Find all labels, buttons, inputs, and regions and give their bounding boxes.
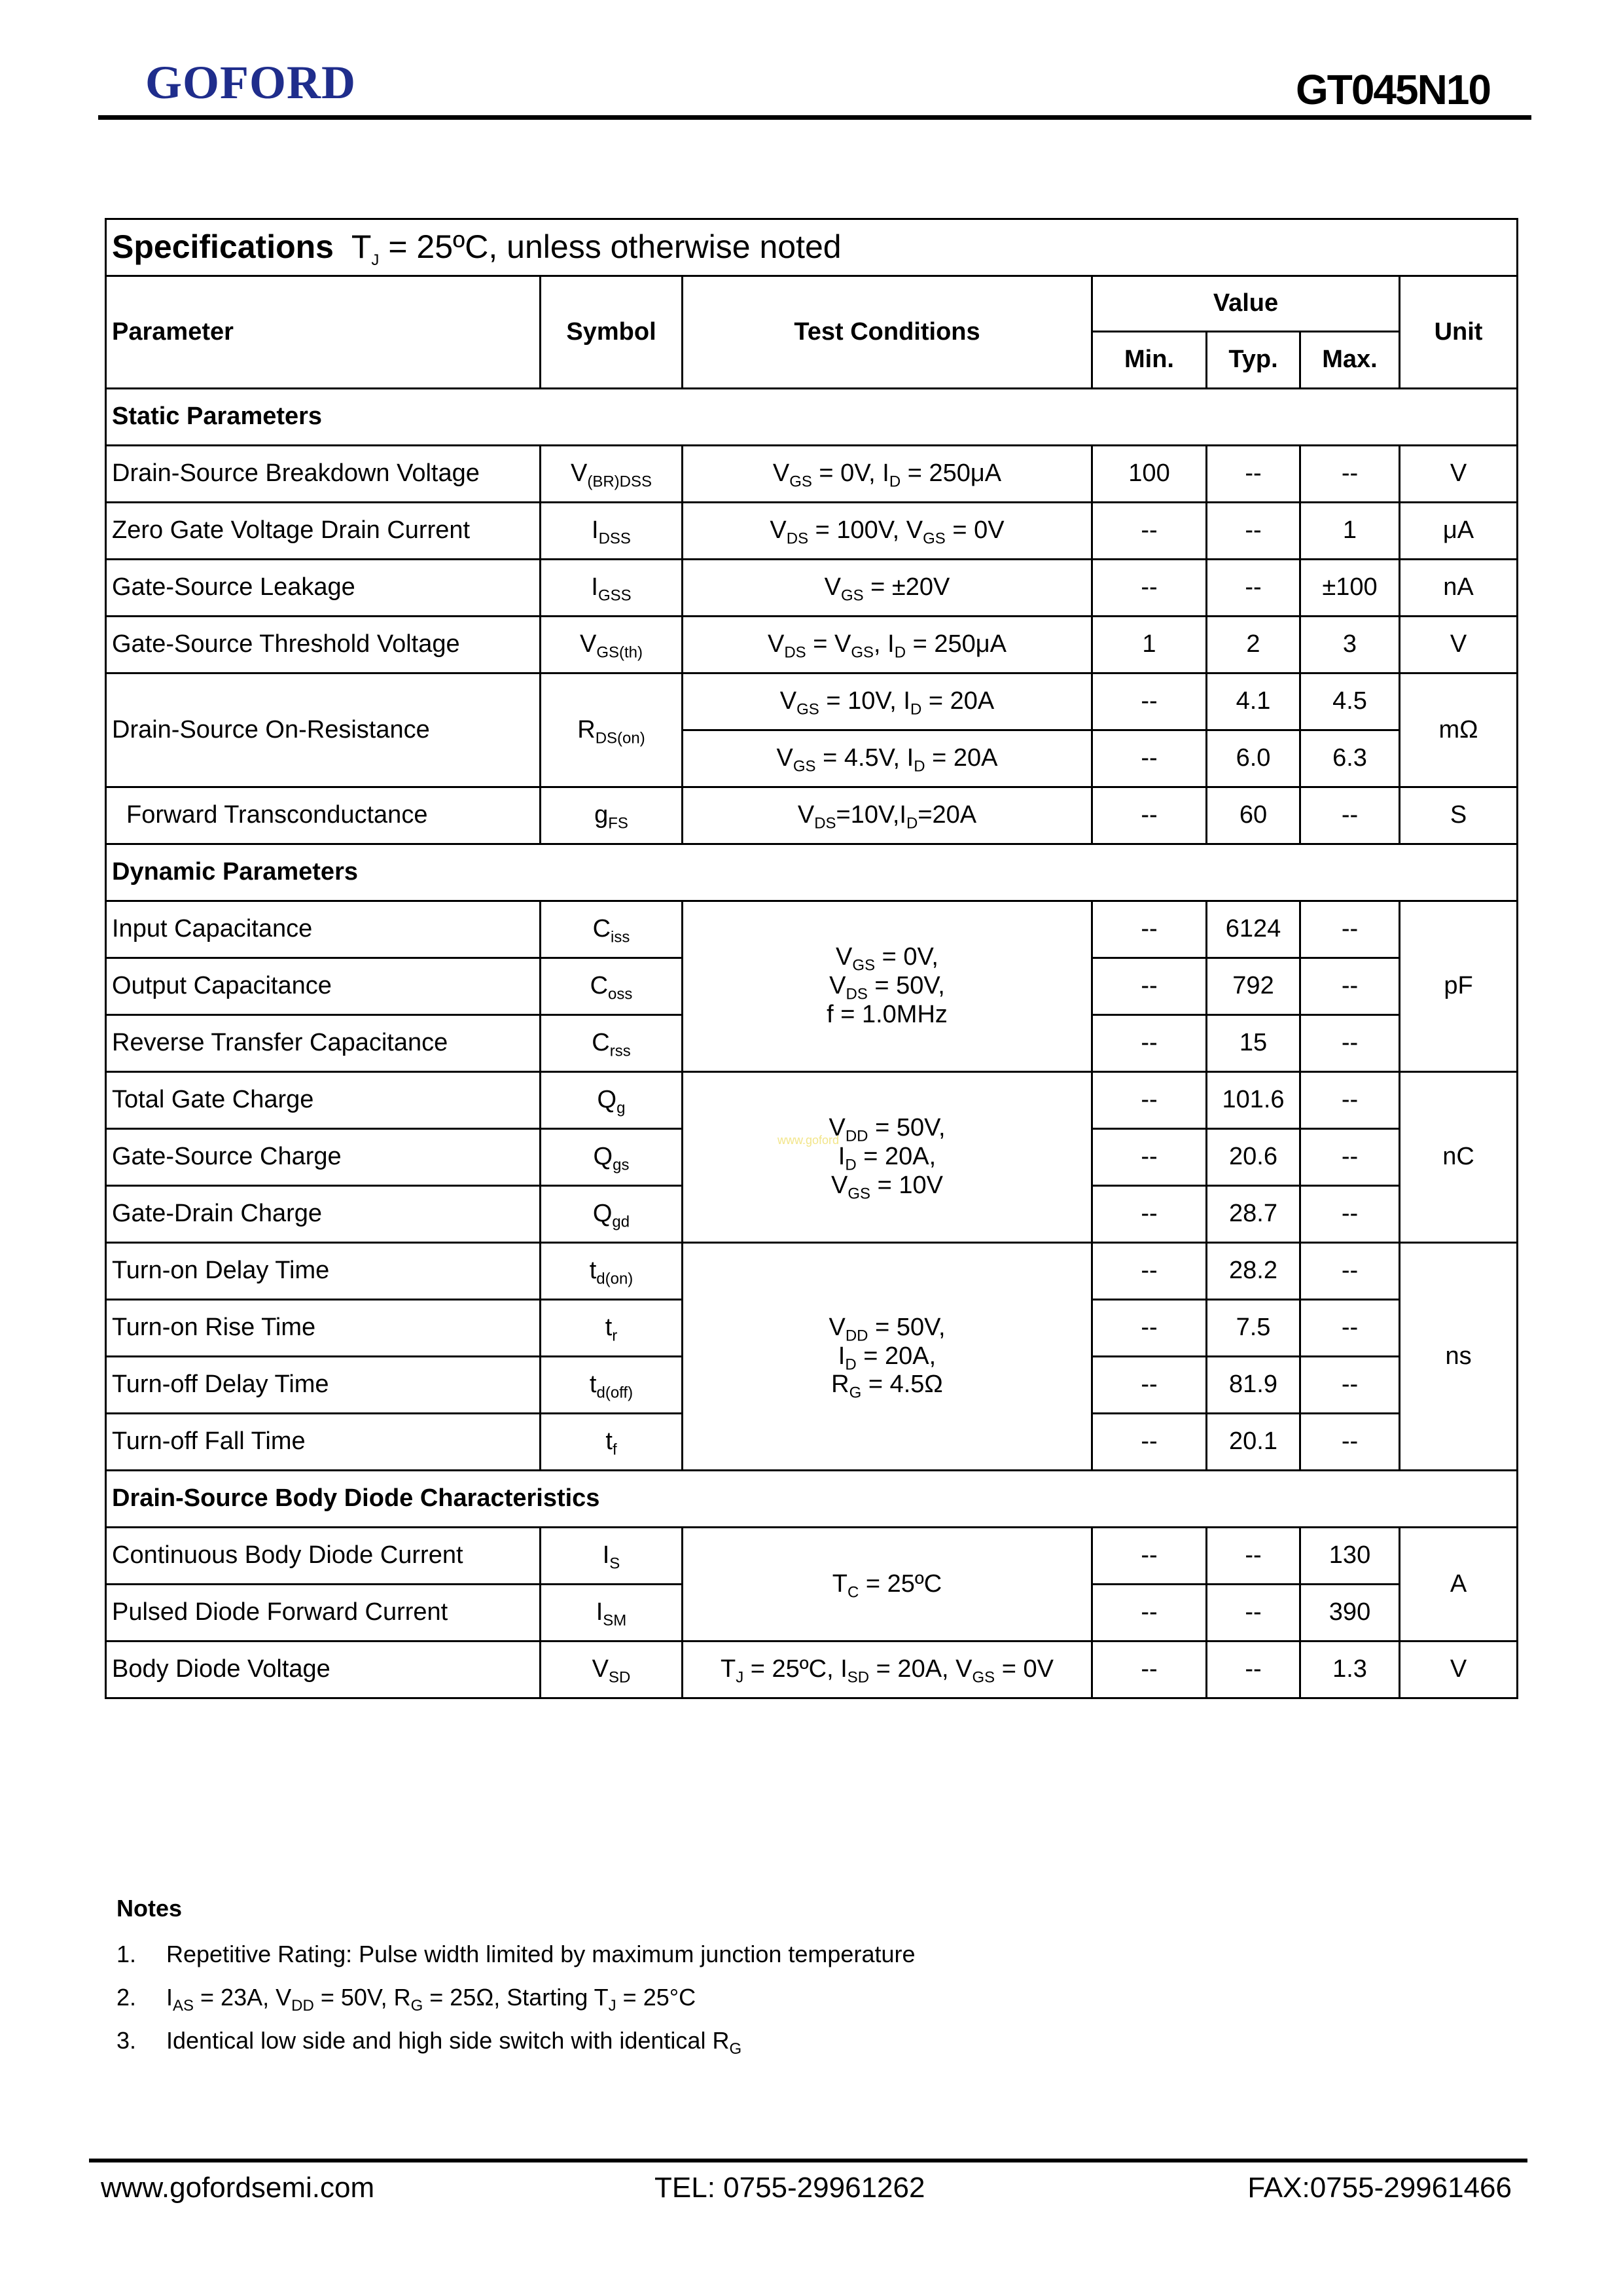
typ-cell: --	[1207, 446, 1300, 503]
min-cell: --	[1092, 503, 1207, 560]
footer-fax: FAX:0755-29961466	[1247, 2172, 1512, 2204]
symbol-cell: $I_S$	[541, 1528, 683, 1585]
typ-cell: --	[1207, 1585, 1300, 1641]
condition-cell: $T_C$ = 25ºC	[683, 1528, 1092, 1641]
min-cell: --	[1092, 958, 1207, 1015]
max-cell: --	[1300, 1243, 1400, 1300]
typ-cell: 6124	[1207, 901, 1300, 958]
table-row	[106, 787, 1518, 844]
min-cell: --	[1092, 1585, 1207, 1641]
typ-cell: 20.1	[1207, 1414, 1300, 1471]
condition-cell: $V_{DD} = 50V$, $I_D = 20A$, $R_G = 4.5\Omega$	[683, 1243, 1092, 1471]
condition-cell: $V_{DS}=10V,I_D=20A$	[683, 787, 1092, 844]
symbol-cell: $Q_{gd}$	[541, 1186, 683, 1243]
max-cell: --	[1300, 1015, 1400, 1072]
note-item: 1. Repetitive Rating: Pulse width limited by maximum junction temperature	[116, 1941, 916, 1967]
min-cell: --	[1092, 1641, 1207, 1698]
symbol-cell: $I_{GSS}$	[541, 560, 683, 617]
min-cell: --	[1092, 787, 1207, 844]
param-cell: Gate-Source Charge	[106, 1129, 541, 1186]
param-cell: Forward Transconductance	[106, 787, 541, 844]
table-row	[106, 560, 1518, 617]
min-cell: --	[1092, 1072, 1207, 1129]
typ-cell: 28.7	[1207, 1186, 1300, 1243]
max-cell: --	[1300, 958, 1400, 1015]
typ-cell: 60	[1207, 787, 1300, 844]
typ-cell: 81.9	[1207, 1357, 1300, 1414]
section-row	[106, 389, 1518, 446]
table-row	[106, 503, 1518, 560]
symbol-cell: $V_{(BR)DSS}$	[541, 446, 683, 503]
max-cell: ±100	[1300, 560, 1400, 617]
col-max: Max.	[1300, 332, 1400, 389]
symbol-cell: $t_{d(on)}$	[541, 1243, 683, 1300]
part-number: GT045N10	[1295, 66, 1490, 113]
symbol-cell: $R_{DS(on)}$	[541, 673, 683, 787]
max-cell: 4.5	[1300, 673, 1400, 730]
col-symbol: Symbol	[541, 276, 683, 389]
max-cell: 6.3	[1300, 730, 1400, 787]
symbol-cell: $t_f$	[541, 1414, 683, 1471]
table-row	[106, 617, 1518, 673]
symbol-cell: $C_{oss}$	[541, 958, 683, 1015]
footer-tel: TEL: 0755-29961262	[654, 2172, 925, 2204]
table-row	[106, 901, 1518, 958]
typ-cell: 28.2	[1207, 1243, 1300, 1300]
header-rule	[98, 115, 1531, 120]
param-cell: Drain-Source Breakdown Voltage	[106, 446, 541, 503]
symbol-cell: $Q_{gs}$	[541, 1129, 683, 1186]
footer-website[interactable]: www.gofordsemi.com	[101, 2172, 375, 2204]
col-parameter: Parameter	[106, 276, 541, 389]
param-cell: Reverse Transfer Capacitance	[106, 1015, 541, 1072]
brand-logo: GOFORD	[145, 56, 356, 109]
symbol-cell: $I_{SM}$	[541, 1585, 683, 1641]
note-item: 2. $I_{AS} = 23A$, $V_{DD} = 50V$, $R_G = 25\Omega$, Starting $T_J = 25^\circ C$	[116, 1984, 696, 2015]
symbol-cell: $Q_g$	[541, 1072, 683, 1129]
condition-cell: $V_{GS} = 0V$, $I_D = 250\mu A$	[683, 446, 1092, 503]
param-cell: Gate-Drain Charge	[106, 1186, 541, 1243]
typ-cell: 6.0	[1207, 730, 1300, 787]
typ-cell: --	[1207, 503, 1300, 560]
symbol-cell: $C_{rss}$	[541, 1015, 683, 1072]
section-static: Static Parameters	[106, 389, 1518, 446]
min-cell: --	[1092, 673, 1207, 730]
param-cell: Turn-on Rise Time	[106, 1300, 541, 1357]
condition-cell: $T_J$ = 25ºC, $I_{SD} = 20A$, $V_{GS} = 0V$	[683, 1641, 1092, 1698]
param-cell: Gate-Source Threshold Voltage	[106, 617, 541, 673]
watermark: www.goford	[777, 1134, 840, 1147]
table-title: Specifications $T_J$ = 25ºC, unless otherwise noted	[106, 219, 1518, 276]
param-cell: Turn-off Fall Time	[106, 1414, 541, 1471]
condition-cell: $V_{GS} = \pm 20V$	[683, 560, 1092, 617]
table-row	[106, 673, 1518, 730]
typ-cell: 20.6	[1207, 1129, 1300, 1186]
max-cell: 1	[1300, 503, 1400, 560]
typ-cell: 15	[1207, 1015, 1300, 1072]
max-cell: --	[1300, 446, 1400, 503]
unit-cell: nA	[1400, 560, 1518, 617]
typ-cell: 2	[1207, 617, 1300, 673]
unit-cell: μA	[1400, 503, 1518, 560]
min-cell: --	[1092, 1129, 1207, 1186]
max-cell: 130	[1300, 1528, 1400, 1585]
unit-cell: nC	[1400, 1072, 1518, 1243]
table-row	[106, 446, 1518, 503]
max-cell: --	[1300, 1357, 1400, 1414]
symbol-cell: $C_{iss}$	[541, 901, 683, 958]
min-cell: --	[1092, 901, 1207, 958]
typ-cell: 792	[1207, 958, 1300, 1015]
max-cell: --	[1300, 1072, 1400, 1129]
max-cell: --	[1300, 1300, 1400, 1357]
param-cell: Total Gate Charge	[106, 1072, 541, 1129]
footer-rule	[89, 2159, 1527, 2162]
symbol-cell: $V_{GS(th)}$	[541, 617, 683, 673]
unit-cell: V	[1400, 1641, 1518, 1698]
min-cell: --	[1092, 1186, 1207, 1243]
min-cell: --	[1092, 1300, 1207, 1357]
unit-cell: pF	[1400, 901, 1518, 1072]
typ-cell: --	[1207, 1528, 1300, 1585]
unit-cell: V	[1400, 446, 1518, 503]
symbol-cell: $V_{SD}$	[541, 1641, 683, 1698]
param-cell: Continuous Body Diode Current	[106, 1528, 541, 1585]
max-cell: --	[1300, 787, 1400, 844]
typ-cell: 4.1	[1207, 673, 1300, 730]
param-cell: Zero Gate Voltage Drain Current	[106, 503, 541, 560]
min-cell: --	[1092, 1528, 1207, 1585]
table-title-row	[106, 219, 1518, 276]
max-cell: 390	[1300, 1585, 1400, 1641]
symbol-cell: $g_{FS}$	[541, 787, 683, 844]
typ-cell: 101.6	[1207, 1072, 1300, 1129]
max-cell: 3	[1300, 617, 1400, 673]
section-row	[106, 1471, 1518, 1528]
param-cell: Turn-off Delay Time	[106, 1357, 541, 1414]
param-cell: Drain-Source On-Resistance	[106, 673, 541, 787]
param-cell: Gate-Source Leakage	[106, 560, 541, 617]
condition-cell: $V_{DS} = 100V$, $V_{GS} = 0V$	[683, 503, 1092, 560]
max-cell: 1.3	[1300, 1641, 1400, 1698]
min-cell: --	[1092, 730, 1207, 787]
condition-cell: $V_{GS} = 10V$, $I_D = 20A$	[683, 673, 1092, 730]
param-cell: Body Diode Voltage	[106, 1641, 541, 1698]
unit-cell: mΩ	[1400, 673, 1518, 787]
section-diode: Drain-Source Body Diode Characteristics	[106, 1471, 1518, 1528]
table-row	[106, 1641, 1518, 1698]
col-unit: Unit	[1400, 276, 1518, 389]
typ-cell: --	[1207, 560, 1300, 617]
max-cell: --	[1300, 1129, 1400, 1186]
max-cell: --	[1300, 901, 1400, 958]
notes-title: Notes	[116, 1895, 183, 1922]
specifications-table	[105, 218, 1518, 1699]
min-cell: --	[1092, 1015, 1207, 1072]
unit-cell: ns	[1400, 1243, 1518, 1471]
condition-cell: $V_{GS} = 4.5V$, $I_D = 20A$	[683, 730, 1092, 787]
symbol-cell: $t_{d(off)}$	[541, 1357, 683, 1414]
unit-cell: V	[1400, 617, 1518, 673]
col-typ: Typ.	[1207, 332, 1300, 389]
param-cell: Input Capacitance	[106, 901, 541, 958]
min-cell: 100	[1092, 446, 1207, 503]
unit-cell: S	[1400, 787, 1518, 844]
col-value: Value	[1092, 276, 1400, 332]
unit-cell: A	[1400, 1528, 1518, 1641]
symbol-cell: $t_r$	[541, 1300, 683, 1357]
col-min: Min.	[1092, 332, 1207, 389]
min-cell: --	[1092, 1414, 1207, 1471]
max-cell: --	[1300, 1186, 1400, 1243]
notes-section	[116, 1895, 916, 2070]
header-row	[106, 276, 1518, 332]
typ-cell: --	[1207, 1641, 1300, 1698]
section-dynamic: Dynamic Parameters	[106, 844, 1518, 901]
param-cell: Output Capacitance	[106, 958, 541, 1015]
symbol-cell: $I_{DSS}$	[541, 503, 683, 560]
min-cell: 1	[1092, 617, 1207, 673]
table-row	[106, 1243, 1518, 1300]
min-cell: --	[1092, 1243, 1207, 1300]
param-cell: Pulsed Diode Forward Current	[106, 1585, 541, 1641]
max-cell: --	[1300, 1414, 1400, 1471]
col-conditions: Test Conditions	[683, 276, 1092, 389]
condition-cell: $V_{GS} = 0V$, $V_{DS} = 50V$, f = 1.0MHz	[683, 901, 1092, 1072]
table-row	[106, 1528, 1518, 1585]
min-cell: --	[1092, 560, 1207, 617]
table-row	[106, 1072, 1518, 1129]
typ-cell: 7.5	[1207, 1300, 1300, 1357]
section-row	[106, 844, 1518, 901]
param-cell: Turn-on Delay Time	[106, 1243, 541, 1300]
note-item: 3. Identical low side and high side switch with identical $R_G$	[116, 2027, 742, 2058]
condition-cell: $V_{DS} = V_{GS}$, $I_D = 250\mu A$	[683, 617, 1092, 673]
condition-cell: $V_{DD} = 50V$, $I_D = 20A$, $V_{GS} = 10V$	[683, 1072, 1092, 1243]
min-cell: --	[1092, 1357, 1207, 1414]
